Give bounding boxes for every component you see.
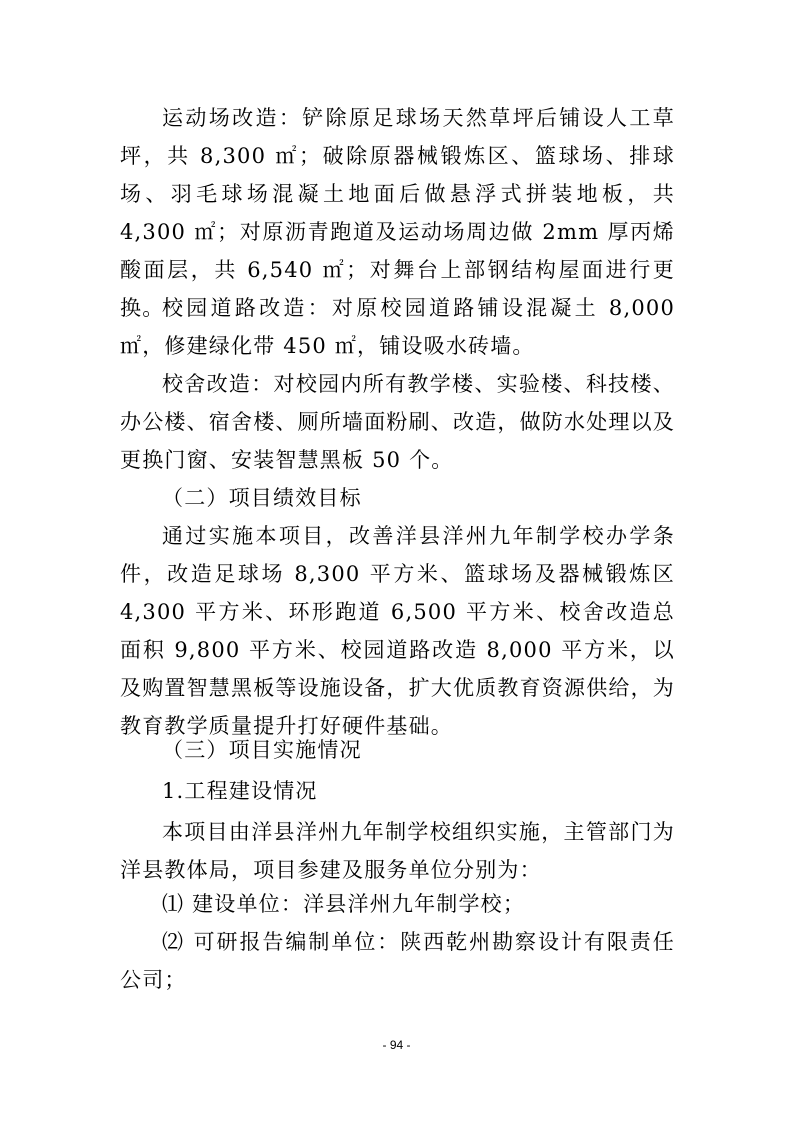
paragraph-sports-field: 运动场改造：铲除原足球场天然草坪后铺设人工草坪，共 8,300 ㎡；破除原器械锻炼区、篮球场、排球场、羽毛球场混凝土地面后做悬浮式拼装地板，共 4,300 ㎡；对原沥青跑道及运动场周边做 2mm 厚丙烯酸面层，共 6,540 ㎡；对舞台上部钢结构屋面进行更换。 <box>120 106 675 320</box>
list-item-feasibility-report-unit: ⑵ 可研报告编制单位：陕西乾州勘察设计有限责任公司； <box>120 930 675 992</box>
subsection-heading-construction: 1.工程建设情况 <box>162 779 318 803</box>
section-heading-performance-goals: （二）项目绩效目标 <box>162 486 362 510</box>
paragraph-school-buildings: 校舍改造：对校园内所有教学楼、实验楼、科技楼、办公楼、宿舍楼、厕所墙面粉刷、改造，做防水处理以及更换门窗、安装智慧黑板 50 个。 <box>120 372 675 472</box>
section-heading-implementation: （三）项目实施情况 <box>162 738 362 762</box>
paragraph-construction: 本项目由洋县洋州九年制学校组织实施，主管部门为洋县教体局，项目参建及服务单位分别为： <box>120 820 675 882</box>
page-number: - 94 - <box>382 1038 411 1052</box>
list-item-construction-unit: ⑴ 建设单位：洋县洋州九年制学校； <box>162 892 526 916</box>
paragraph-performance-goals: 通过实施本项目，改善洋县洋州九年制学校办学条件，改造足球场 8,300 平方米、篮球场及器械锻炼区 4,300 平方米、环形跑道 6,500 平方米、校舍改造总面积 9,800 平方米、校园道路改造 8,000 平方米，以及购置智慧黑板等设施设备，扩大优质教育资源供给，为教育教学质量提升打好硬件基础。 <box>120 524 675 738</box>
paragraph-campus-roads: 校园道路改造：对原校园道路铺设混凝土 8,000 ㎡，修建绿化带 450 ㎡，铺设吸水砖墙。 <box>120 296 675 358</box>
